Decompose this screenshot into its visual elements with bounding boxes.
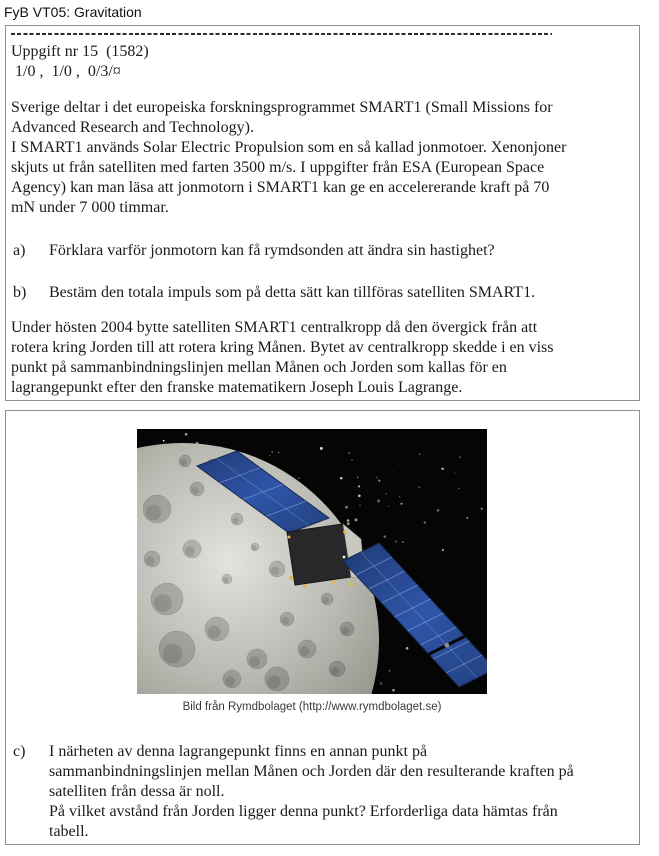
task-box [5, 25, 640, 401]
intro-line: Sverige deltar i det europeiska forskningsprogrammet SMART1 (Small Missions for [11, 99, 553, 116]
question-c-text [49, 742, 631, 842]
intro-line: mN under 7 000 timmar. [11, 199, 169, 216]
question-a-text: Förklara varför jonmotorn kan få rymdsonden att ändra sin hastighet? [49, 242, 495, 259]
context-line: lagrangepunkt efter den franske matematikern Joseph Louis Lagrange. [11, 379, 463, 396]
intro-line: Advanced Research and Technology). [11, 119, 254, 136]
task-points: 1/0 , 1/0 , 0/3/¤ [11, 63, 121, 80]
document-title: FyB VT05: Gravitation [4, 4, 142, 20]
task-number: Uppgift nr 15 (1582) [11, 43, 149, 60]
satellite-moon-image [137, 429, 487, 694]
figure-caption: Bild från Rymdbolaget (http://www.rymdbolaget.se) [182, 701, 442, 713]
intro-line: I SMART1 används Solar Electric Propulsion som en så kallad jonmotoer. Xenonjoner [11, 139, 567, 156]
question-b-text: Bestäm den totala impuls som på detta sätt kan tillföras satelliten SMART1. [49, 284, 536, 301]
context-line: punkt på sammanbindningslinjen mellan Månen och Jorden som kallas för en [11, 359, 507, 376]
context-line: Under hösten 2004 bytte satelliten SMART1 centralkropp då den övergick från att [11, 319, 538, 336]
question-a-label: a) [13, 242, 26, 259]
question-c [6, 742, 639, 842]
question-a [6, 241, 639, 261]
context-line: rotera kring Jorden till att rotera kring Månen. Bytet av centralkropp skedde i en viss [11, 339, 554, 356]
question-c-line: tabell. [49, 823, 89, 840]
intro-paragraph [6, 98, 639, 218]
question-b [6, 283, 639, 303]
dashed-separator [11, 33, 552, 35]
question-c-line: sammanbindningslinjen mellan Månen och Jorden där den resulterande kraften på [49, 763, 574, 780]
question-b-label: b) [13, 284, 27, 301]
figure-box [5, 410, 640, 845]
question-c-line: satelliten från dessa är noll. [49, 783, 225, 800]
question-c-line: På vilket avstånd från Jorden ligger denna punkt? Erforderliga data hämtas från [49, 803, 558, 820]
context-paragraph [6, 318, 639, 398]
satellite-moon-illustration [137, 429, 487, 694]
question-c-label: c) [13, 743, 26, 760]
question-c-line: I närheten av denna lagrangepunkt finns en annan punkt på [49, 743, 428, 760]
intro-line: skjuts ut från satelliten med farten 3500 m/s. I uppgifter från ESA (European Space [11, 159, 545, 176]
intro-line: Agency) kan man läsa att jonmotorn i SMART1 kan ge en accelererande kraft på 70 [11, 179, 550, 196]
